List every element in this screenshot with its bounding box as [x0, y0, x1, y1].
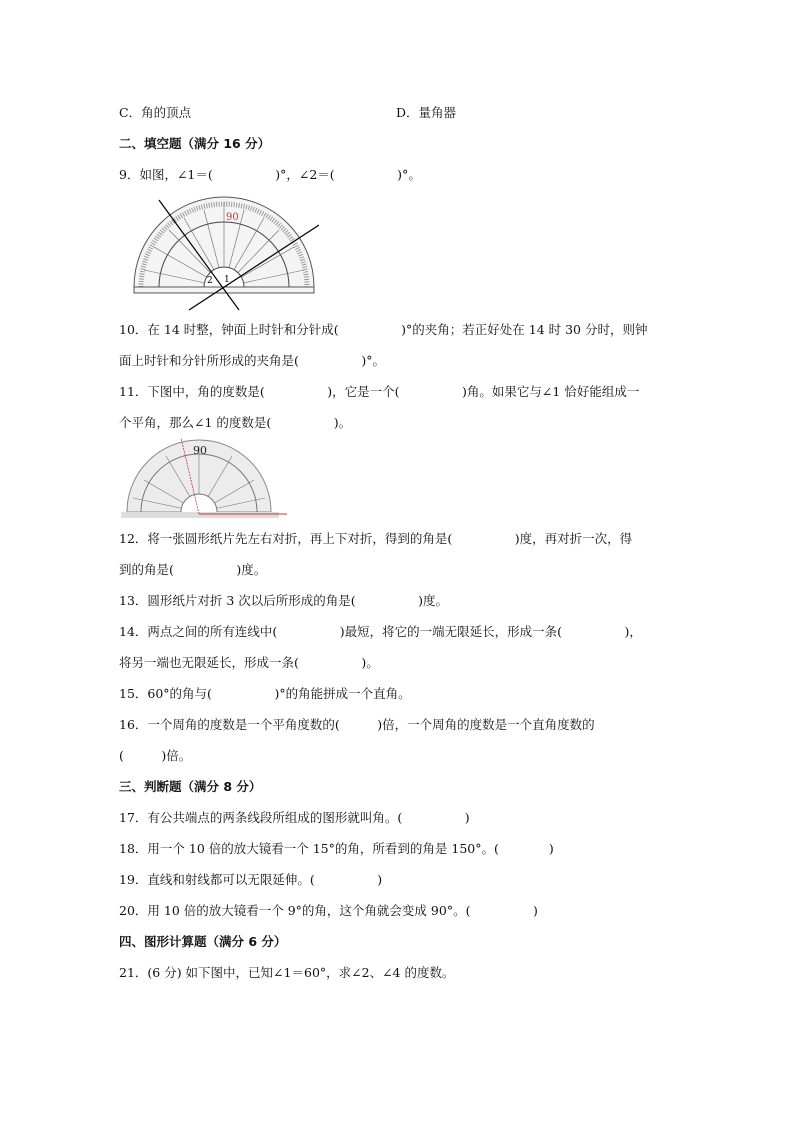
options-line — [119, 97, 679, 128]
question-16-line-2: ( )倍。 — [119, 748, 192, 763]
question-10-line-1: 10．在 14 时整，钟面上时针和分针成( )°的夹角；若正好处在 14 时 30 分时，则钟 — [119, 322, 648, 337]
question-19: 19．直线和射线都可以无限延伸。( ) — [119, 872, 383, 887]
section-heading: 三、判断题（满分 8 分） — [119, 779, 262, 794]
section-heading: 二、填空题（满分 16 分） — [119, 136, 271, 151]
option-c: C．角的顶点 — [119, 105, 192, 120]
question-15: 15．60°的角与( )°的角能拼成一个直角。 — [119, 686, 411, 701]
angle-1-label: 1 — [224, 275, 230, 285]
question-14-line-1: 14．两点之间的所有连线中( )最短，将它的一端无限延长，形成一条( )， — [119, 624, 642, 639]
question-9: 9．如图，∠1＝( )°，∠2＝( )°。 — [119, 167, 421, 182]
label-90: 90 — [193, 444, 207, 457]
question-17: 17．有公共端点的两条线段所组成的图形就叫角。( ) — [119, 810, 470, 825]
angle-2-label: 2 — [207, 276, 213, 286]
question-13: 13．圆形纸片对折 3 次以后所形成的角是( )度。 — [119, 593, 449, 608]
question-10-line-2: 面上时针和分针所形成的夹角是( )°。 — [119, 353, 386, 368]
question-11-line-2: 个平角，那么∠1 的度数是( )。 — [119, 415, 352, 430]
question-12-line-2: 到的角是( )度。 — [119, 562, 267, 577]
question-20: 20．用 10 倍的放大镜看一个 9°的角，这个角就会变成 90°。( ) — [119, 903, 538, 918]
question-16-line-1: 16．一个周角的度数是一个平角度数的( )倍，一个周角的度数是一个直角度数的 — [119, 717, 595, 732]
protractor-figure-2 — [119, 438, 679, 523]
question-14-line-2: 将另一端也无限延长，形成一条( )。 — [119, 655, 379, 670]
section-heading: 四、图形计算题（满分 6 分） — [119, 934, 287, 949]
question-11-line-1: 11．下图中，角的度数是( )，它是一个( )角。如果它与∠1 恰好能组成一 — [119, 384, 640, 399]
option-d: D．量角器 — [396, 105, 457, 120]
question-21: 21．(6 分) 如下图中，已知∠1＝60°，求∠2、∠4 的度数。 — [119, 965, 455, 980]
protractor-figure-1 — [119, 190, 679, 314]
label-90: 90 — [226, 212, 239, 223]
exam-page — [119, 97, 679, 988]
question-18: 18．用一个 10 倍的放大镜看一个 15°的角，所看到的角是 150°。( ) — [119, 841, 554, 856]
question-12-line-1: 12．将一张圆形纸片先左右对折，再上下对折，得到的角是( )度，再对折一次，得 — [119, 531, 633, 546]
